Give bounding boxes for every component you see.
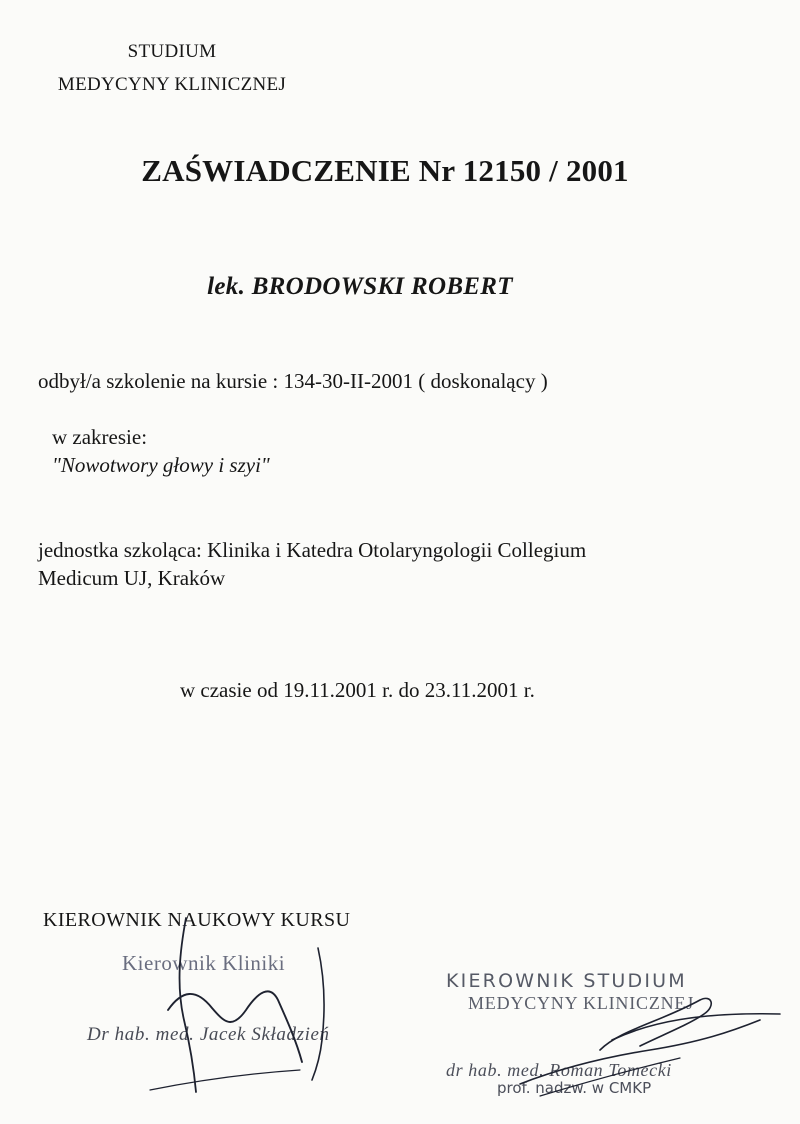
training-unit-line2: Medicum UJ, Kraków [38,566,226,590]
studium-head-stamp-line2: MEDYCYNY KLINICZNEJ [468,993,695,1013]
scope-topic: "Nowotwory głowy i szyi" [52,453,270,477]
studium-head-stamp-line1: KIEROWNIK STUDIUM [446,970,687,992]
right-signatory-name: dr hab. med. Roman Tomecki [446,1060,672,1080]
right-signature-stroke [540,1058,680,1096]
scientific-head-label: KIEROWNIK NAUKOWY KURSU [43,909,351,931]
left-signature-stroke [180,918,196,1092]
training-period: w czasie od 19.11.2001 r. do 23.11.2001 r. [180,678,535,702]
certificate-title: ZAŚWIADCZENIE Nr 12150 / 2001 [141,153,629,188]
right-signatory-title: prof. nadzw. w CMKP [497,1079,652,1097]
organization-name-line2: MEDYCYNY KLINICZNEJ [57,74,287,95]
left-signature-stroke [168,991,302,1062]
left-signature-stroke [150,1070,300,1090]
left-signature-stroke [312,948,324,1080]
training-unit-line1: jednostka szkoląca: Klinika i Katedra Otolaryngologii Collegium [38,538,587,562]
course-info: odbył/a szkolenie na kursie : 134-30-II-2001 ( doskonalący ) [38,369,548,393]
recipient-name: lek. BRODOWSKI ROBERT [207,273,513,300]
clinic-head-stamp: Kierownik Kliniki [122,951,286,975]
left-signatory-name: Dr hab. med. Jacek Składzień [87,1024,330,1045]
right-signature-stroke [612,1014,780,1040]
organization-name-line1: STUDIUM [127,41,217,62]
scope-label: w zakresie: [52,425,148,449]
